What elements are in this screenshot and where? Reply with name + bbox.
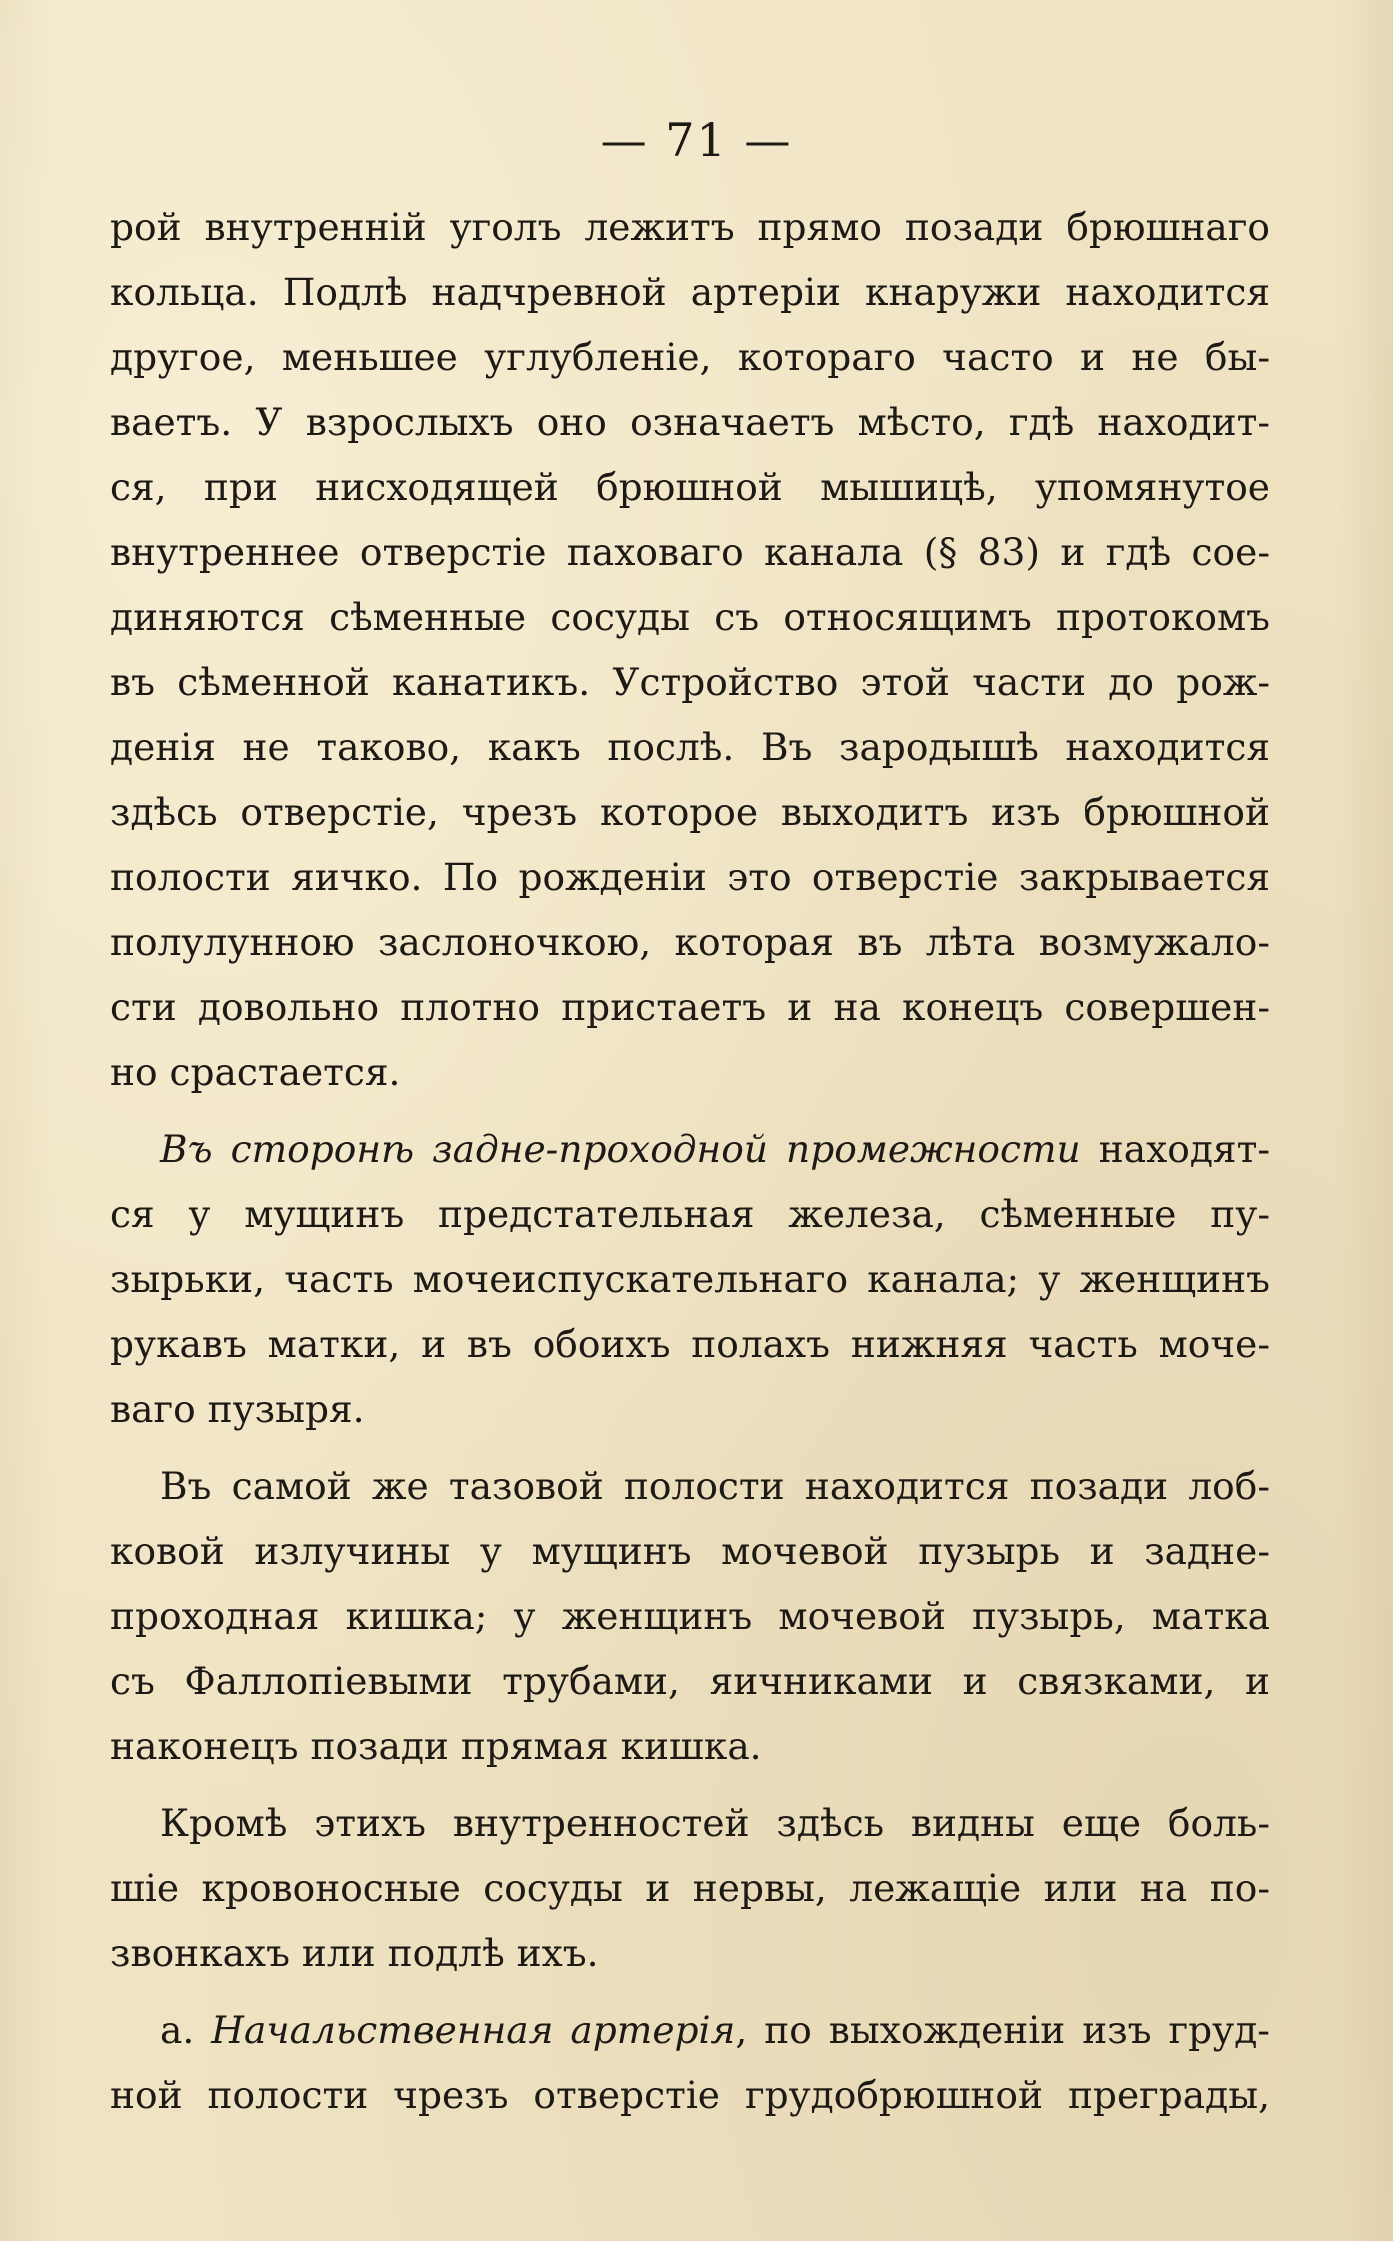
text-line: но срастается. bbox=[110, 1050, 401, 1094]
text-line: ковой излучины у мущинъ мочевой пузырь и задне- bbox=[110, 1529, 1270, 1573]
text-line: въ сѣменной канатикъ. Устройство этой части до рож- bbox=[110, 660, 1270, 704]
text-fragment: находят- bbox=[1080, 1127, 1270, 1171]
text-line: сти довольно плотно пристаетъ и на конецъ совершен- bbox=[110, 985, 1270, 1029]
text-line: Кромѣ этихъ внутренностей здѣсь видны еще боль- bbox=[160, 1801, 1270, 1845]
text-line: шiе кровоносные сосуды и нервы, лежащiе или на по- bbox=[110, 1866, 1270, 1910]
text-line: звонкахъ или подлѣ ихъ. bbox=[110, 1931, 599, 1975]
body-text bbox=[110, 195, 1270, 2128]
text-line: здѣсь отверстiе, чрезъ которое выходитъ изъ брюшной bbox=[110, 790, 1270, 834]
text-line: наконецъ позади прямая кишка. bbox=[110, 1724, 762, 1768]
text-line bbox=[110, 1998, 1270, 2063]
text-line: зырьки, часть мочеиспускательнаго канала; у женщинъ bbox=[110, 1257, 1270, 1301]
text-line: внутреннее отверстiе паховаго канала (§ 83) и гдѣ сое- bbox=[110, 530, 1270, 574]
text-line: ся у мущинъ предстательная железа, сѣменные пу- bbox=[110, 1192, 1270, 1236]
text-line: проходная кишка; у женщинъ мочевой пузырь, матка bbox=[110, 1594, 1270, 1638]
text-line: ся, при нисходящей брюшной мышицѣ, упомянутое bbox=[110, 465, 1270, 509]
text-line: рукавъ матки, и въ обоихъ полахъ нижняя часть моче- bbox=[110, 1322, 1270, 1366]
text-line: полости яичко. По рожденiи это отверстiе закрывается bbox=[110, 855, 1270, 899]
text-line: денiя не таково, какъ послѣ. Въ зародышѣ находится bbox=[110, 725, 1270, 769]
text-fragment: , по выхожденiи изъ груд- bbox=[735, 2008, 1270, 2052]
text-line: ной полости чрезъ отверстiе грудобрюшной преграды, bbox=[110, 2073, 1270, 2117]
text-line: рой внутреннiй уголъ лежитъ прямо позади брюшнаго bbox=[110, 205, 1270, 249]
page-number: — 71 — bbox=[600, 113, 793, 167]
paragraph-gap bbox=[110, 1105, 1270, 1117]
text-line bbox=[110, 1117, 1270, 1182]
paragraph-gap bbox=[110, 1986, 1270, 1998]
list-marker: а. bbox=[160, 2008, 212, 2052]
text-line: Въ самой же тазовой полости находится позади лоб- bbox=[160, 1464, 1270, 1508]
text-line: ваго пузыря. bbox=[110, 1387, 365, 1431]
paragraph-gap bbox=[110, 1442, 1270, 1454]
italic-term: Начальственная артерiя bbox=[211, 2008, 736, 2052]
text-line: ваетъ. У взрослыхъ оно означаетъ мѣсто, гдѣ находит- bbox=[110, 400, 1270, 444]
text-line: диняются сѣменные сосуды съ относящимъ протокомъ bbox=[110, 595, 1270, 639]
text-line: полулунною заслоночкою, которая въ лѣта возмужало- bbox=[110, 920, 1270, 964]
text-line: съ Фаллопiевыми трубами, яичниками и связками, и bbox=[110, 1659, 1270, 1703]
text-line: кольца. Подлѣ надчревной артерiи кнаружи находится bbox=[110, 270, 1270, 314]
italic-term: Въ сторонѣ задне-проходной промежности bbox=[160, 1127, 1081, 1171]
text-line: другое, меньшее углубленiе, котораго часто и не бы- bbox=[110, 335, 1270, 379]
paragraph-gap bbox=[110, 1779, 1270, 1791]
